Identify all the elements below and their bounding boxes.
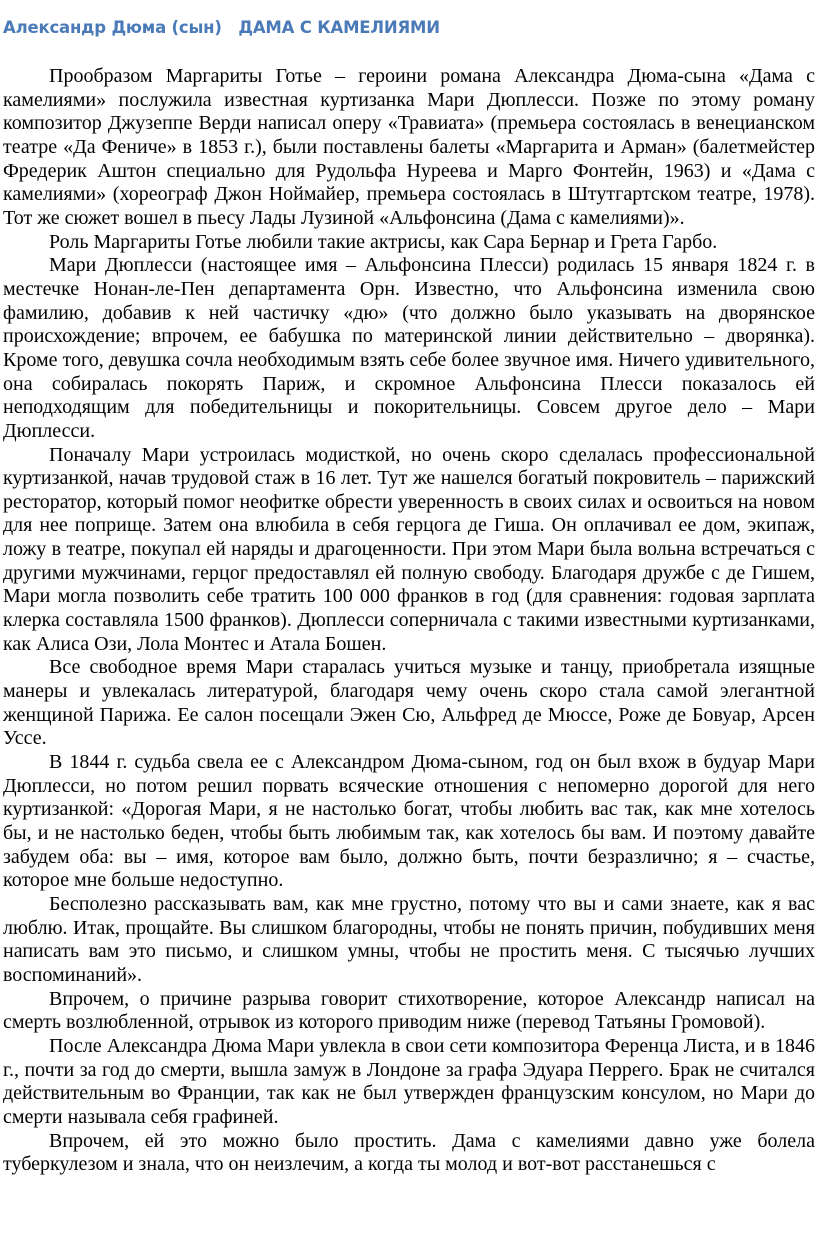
paragraph: Поначалу Мари устроилась модисткой, но очень скоро сделалась профессиональной куртизанкой, начав трудовой стаж в 16 лет. Тут же нашелся богатый покровитель – парижский ресторатор, который помог неофитке обрести уверенность в своих силах и освоиться на новом для нее поприще. Затем она влюбила в себя герцога де Гиша. Он оплачивал ее дом, экипаж, ложу в театре, покупал ей наряды и драгоценности. При этом Мари была вольна встречаться с другими мужчинами, герцог предоставлял ей полную свободу. Благодаря дружбе с де Гишем, Мари могла позволить себе тратить 100 000 франков в год (для сравнения: годовая зарплата клерка составляла 1500 франков). Дюплесси соперничала с такими известными куртизанками, как Алиса Ози, Лола Монтес и Атала Бошен. bbox=[3, 443, 815, 655]
paragraph: Бесполезно рассказывать вам, как мне грустно, потому что вы и сами знаете, как я вас люблю. Итак, прощайте. Вы слишком благородны, чтобы не понять причин, побудивших меня написать вам это письмо, и слишком умны, чтобы не простить меня. С тысячью лучших воспоминаний». bbox=[3, 892, 815, 986]
paragraph: Мари Дюплесси (настоящее имя – Альфонсина Плесси) родилась 15 января 1824 г. в местечке Нонан-ле-Пен департамента Орн. Известно, что Альфонсина изменила свою фамилию, добавив к ней частичку «дю» (что должно было указывать на дворянское происхождение; впрочем, ее бабушка по материнской линии действительно – дворянка). Кроме того, девушка сочла необходимым взять себе более звучное имя. Ничего удивительного, она собиралась покорять Париж, и скромное Альфонсина Плесси показалось ей неподходящим для победительницы и покорительницы. Совсем другое дело – Мари Дюплесси. bbox=[3, 254, 815, 442]
paragraph: Прообразом Маргариты Готье – героини романа Александра Дюма-сына «Дама с камелиями» послужила известная куртизанка Мари Дюплесси. Позже по этому роману композитор Джузеппе Верди написал оперу «Травиата» (премьера состоялась в венецианском театре «Да Фениче» в 1853 г.), были поставлены балеты «Маргарита и Арман» (балетмейстер Фредерик Аштон специально для Рудольфа Нуреева и Марго Фонтейн, 1963) и «Дама с камелиями» (хореограф Джон Ноймайер, премьера состоялась в Штутгартском театре, 1978). Тот же сюжет вошел в пьесу Лады Лузиной «Альфонсина (Дама с камелиями)». bbox=[3, 65, 815, 229]
paragraph: Впрочем, ей это можно было простить. Дама с камелиями давно уже болела туберкулезом и знала, что он неизлечим, а когда ты молод и вот-вот расстанешься с bbox=[3, 1129, 815, 1176]
document-body bbox=[3, 65, 815, 1177]
paragraph: Все свободное время Мари старалась учиться музыке и танцу, приобретала изящные манеры и увлекалась литературой, благодаря чему очень скоро стала самой элегантной женщиной Парижа. Ее салон посещали Эжен Сю, Альфред де Мюссе, Роже де Бовуар, Арсен Уссе. bbox=[3, 656, 815, 750]
document-title: Александр Дюма (сын) ДАМА С КАМЕЛИЯМИ bbox=[3, 18, 440, 37]
paragraph: Впрочем, о причине разрыва говорит стихотворение, которое Александр написал на смерть возлюбленной, отрывок из которого приводим ниже (перевод Татьяны Громовой). bbox=[3, 987, 815, 1034]
paragraph: Роль Маргариты Готье любили такие актрисы, как Сара Бернар и Грета Гарбо. bbox=[49, 230, 718, 253]
paragraph: В 1844 г. судьба свела ее с Александром Дюма-сыном, год он был вхож в будуар Мари Дюплесси, но потом решил порвать всяческие отношения с непомерно дорогой для него куртизанкой: «Дорогая Мари, я не настолько богат, чтобы любить вас так, как мне хотелось бы, и не настолько беден, чтобы быть любимым так, как хотелось бы вам. И поэтому давайте забудем оба: вы – имя, которое вам было, должно быть, почти безразлично; я – счастье, которое мне больше недоступно. bbox=[3, 751, 815, 892]
paragraph: После Александра Дюма Мари увлекла в свои сети композитора Ференца Листа, и в 1846 г., почти за год до смерти, вышла замуж в Лондоне за графа Эдуара Перрего. Брак не считался действительным во Франции, так как не был утвержден французским консулом, но Мари до смерти называла себя графиней. bbox=[3, 1034, 815, 1128]
